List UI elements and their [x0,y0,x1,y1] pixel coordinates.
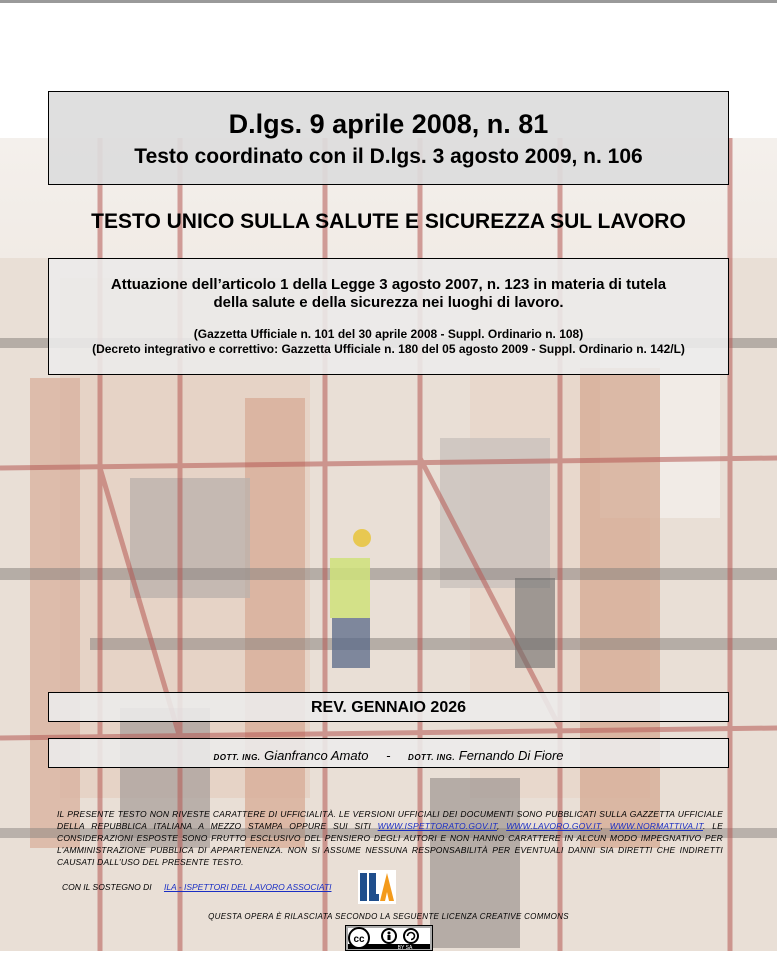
author-2-title: DOTT. ING. [408,753,456,762]
license-text: QUESTA OPERA È RILASCIATA SECONDO LA SEGUENTE LICENZA CREATIVE COMMONS [208,912,569,921]
top-rule [0,0,777,3]
link-normattiva[interactable]: WWW.NORMATTIVA.IT [609,821,703,831]
author-1-name: Gianfranco Amato [264,748,369,763]
authors-box [48,738,729,768]
main-heading: TESTO UNICO SULLA SALUTE E SICUREZZA SUL LAVORO [91,210,686,233]
authors-line [49,748,728,763]
cc-badge-label: cc [353,934,365,945]
description-line-2: della salute e della sicurezza nei luoghi di lavoro. [213,294,564,311]
gazzetta-line-2: (Decreto integrativo e correttivo: Gazzetta Ufficiale n. 180 del 05 agosto 2009 - Suppl. Ordinario n. 142/L) [92,342,685,356]
link-ispettorato[interactable]: WWW.ISPETTORATO.GOV.IT [377,821,497,831]
disclaimer [57,808,723,868]
revision-box [48,692,729,722]
support-label: CON IL SOSTEGNO DI [62,882,152,892]
revision-label: REV. GENNAIO 2026 [310,699,467,716]
document-subtitle: Testo coordinato con il D.lgs. 3 agosto 2009, n. 106 [134,145,643,168]
description-line-1: Attuazione dell’articolo 1 della Legge 3 agosto 2007, n. 123 in materia di tutela [110,276,667,293]
disclaimer-comma-2: , [600,821,603,831]
description-text [49,276,728,312]
cc-license-badge[interactable] [345,925,433,951]
ila-logo[interactable] [358,870,396,904]
authors-separator: - [386,748,391,763]
disclaimer-comma-1: , [496,821,500,831]
author-1-title: DOTT. ING. [213,753,261,762]
disclaimer-text-1: IL PRESENTE TESTO NON RIVESTE CARATTERE DI UFFICIALITÀ. LE VERSIONI UFFICIALI DEI DOCUMENTI SONO PUBBLICATI SULLA GAZZETTA UFFICIALE DELLA REPUBBLICA ITALIANA A MEZZO STAMPA OPPURE SUI SITI [57,809,723,831]
author-2-name: Fernando Di Fiore [458,748,564,763]
support-line [62,882,332,892]
description-box [48,258,729,375]
link-lavoro[interactable]: WWW.LAVORO.GOV.IT [506,821,601,831]
gazzetta-line-1: (Gazzetta Ufficiale n. 101 del 30 aprile 2008 - Suppl. Ordinario n. 108) [193,327,584,341]
cc-badge-sub: BY SA [397,945,413,951]
ila-link[interactable]: ILA - ISPETTORI DEL LAVORO ASSOCIATI [163,882,332,892]
gazzetta-references [49,327,728,357]
disclaimer-text-2: . LE CONSIDERAZIONI ESPOSTE SONO FRUTTO ESCLUSIVO DEL PENSIERO DEGLI AUTORI E NON HANNO CARATTERE IN ALCUN MODO IMPEGNATIVO PER L’AMMINISTRAZIONE PUBBLICA DI APPARTENENZA. NON SI ASSUME NESSUNA RESPONSABILITÀ PER EVENTUALI DANNI SIA DIRETTI CHE INDIRETTI CAUSATI DALL’USO DEL PRESENTE TESTO. [57,821,724,867]
title-box [48,91,729,185]
document-title: D.lgs. 9 aprile 2008, n. 81 [228,109,549,139]
